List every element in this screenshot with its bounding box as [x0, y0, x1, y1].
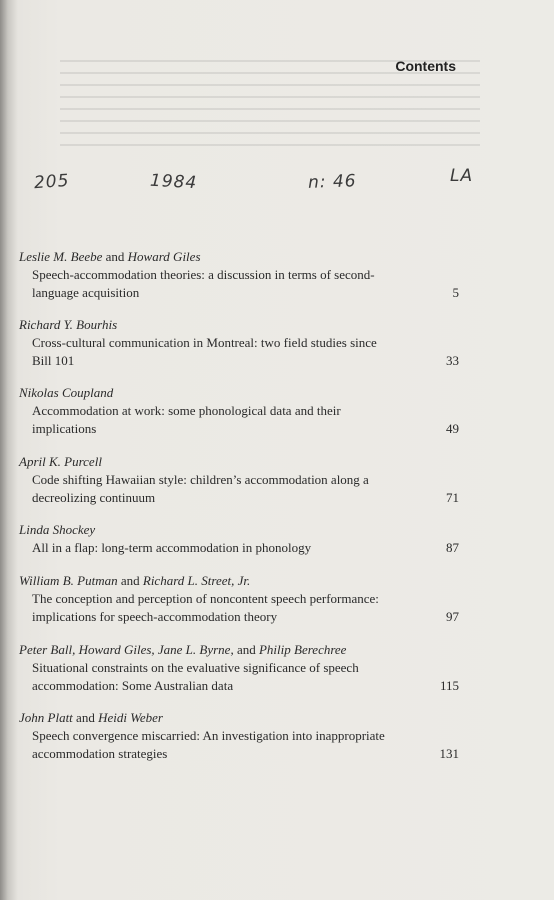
entry-title-line: All in a flap: long-term accommodation in phonology [32, 540, 312, 555]
entry-authors [19, 709, 459, 727]
page-number: 115 [439, 678, 459, 693]
entry-title-line: decreolizing continuum [32, 490, 156, 505]
entry-authors [19, 316, 459, 334]
entry-title [19, 402, 459, 438]
author-name: Leslie M. Beebe [19, 249, 103, 264]
entry-title [19, 266, 459, 302]
entry-title [19, 471, 459, 507]
entry-title-line: The conception and perception of noncontent speech performance: [32, 591, 379, 606]
entry-title-line: implications [32, 421, 97, 436]
toc-entry [19, 641, 459, 695]
entry-title-line: Cross-cultural communication in Montreal: two field studies since [32, 335, 377, 350]
author-name: Richard L. Street, Jr. [142, 573, 251, 588]
author-separator: and [117, 573, 143, 588]
author-name: Peter Ball, Howard Giles, Jane L. Byrne, [19, 642, 234, 657]
entry-title-line: Speech-accommodation theories: a discussion in terms of second- [32, 267, 375, 282]
author-name: Nikolas Coupland [19, 385, 114, 400]
page-number: 131 [439, 746, 459, 761]
author-name: William B. Putman [19, 573, 118, 588]
entry-authors [19, 453, 459, 471]
handwritten-note: LA [450, 166, 474, 186]
entry-title [19, 539, 459, 557]
entry-title-line: Bill 101 [32, 353, 75, 368]
entry-authors [19, 521, 459, 539]
author-separator: and [102, 249, 128, 264]
page-number: 87 [446, 540, 459, 555]
handwritten-note: 1984 [149, 170, 198, 194]
entry-title-line: implications for speech-accommodation theory [32, 609, 278, 624]
page-number: 49 [446, 421, 459, 436]
entry-title-line: accommodation strategies [32, 746, 168, 761]
author-separator: and [72, 710, 99, 725]
entry-title-line: Accommodation at work: some phonological data and their [32, 403, 341, 418]
author-name: Heidi Weber [98, 710, 163, 725]
author-name: April K. Purcell [19, 454, 102, 469]
author-name: Howard Giles [127, 249, 201, 264]
author-name: Linda Shockey [19, 522, 96, 537]
entry-title-line: accommodation: Some Australian data [32, 678, 234, 693]
toc-entry [19, 316, 459, 370]
page-number: 97 [446, 609, 459, 624]
toc-entry [19, 709, 459, 763]
entry-authors [19, 572, 459, 590]
author-name: Richard Y. Bourhis [19, 317, 118, 332]
page-number: 33 [446, 353, 459, 368]
toc-entry [19, 521, 459, 557]
toc-entry [19, 384, 459, 438]
page-number: 5 [452, 285, 459, 300]
handwritten-note: n: 46 [307, 171, 357, 193]
author-separator: and [233, 642, 259, 657]
entry-authors [19, 641, 459, 659]
entry-title-line: Code shifting Hawaiian style: children’s accommodation along a [32, 472, 369, 487]
author-name: John Platt [19, 710, 73, 725]
entry-authors [19, 384, 459, 402]
entry-title-line: Speech convergence miscarried: An investigation into inappropriate [32, 728, 385, 743]
toc-entry [19, 453, 459, 507]
toc-entry [19, 572, 459, 626]
page-title: Contents [395, 58, 456, 74]
entry-title [19, 590, 459, 626]
entry-title [19, 659, 459, 695]
author-name: Philip Berechree [258, 642, 347, 657]
entry-title [19, 727, 459, 763]
entry-title-line: language acquisition [32, 285, 140, 300]
toc-entry [19, 248, 459, 302]
page-number: 71 [446, 490, 459, 505]
entry-title-line: Situational constraints on the evaluative significance of speech [32, 660, 359, 675]
handwritten-note: 205 [33, 170, 71, 194]
entry-title [19, 334, 459, 370]
entry-authors [19, 248, 459, 266]
